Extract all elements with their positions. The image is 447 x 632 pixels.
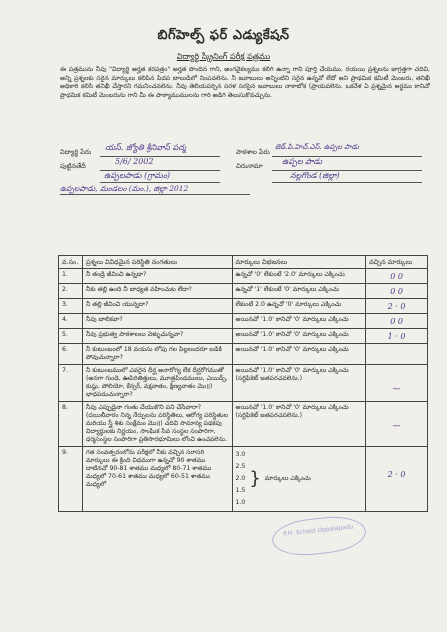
score-dash[interactable]: — [392,384,401,393]
row-question: నీ కుటుంబంలో 18 వయసు లోపు గల పిల్లలందరూ బడికి పోవుచున్నారా? [82,344,232,365]
table-row [59,329,428,344]
school-stamp: P.H. School Uppalapadu [270,513,367,559]
address-value[interactable]: ఉప్పల పాడు [282,157,323,166]
school-name-value[interactable]: జెడ్.పి.హెచ్.ఎస్. ఉప్పల పాడు [275,143,359,151]
row-number: 7. [59,365,83,402]
dob-value[interactable]: 5/6/ 2002 [115,157,154,166]
header-marks-received: వచ్చిన మార్కులు [366,256,428,269]
instructions-paragraph: ఈ పత్రమును నీవు "విద్యార్థి అర్హత కరపత్రం" అర్హత పొందిన గాని, అంగవైకల్యము కలిగి ఉన్నా గాని పూర్తి చేయము, రయయి ప్రశ్నలను జాగ్రత్తగా చదివి, అన్ని ప్రశ్నలకు సరైన మార్కులు కలిపిన పిదప బాలుడిలో నింపవలెను. నీ జవాబులు అన్నింటిని సరైన ఉన్నవో లేదో అని ప్రాథమిక కమిటీ మెంబరు, తనిఖీ అధికారి కలిసి తనిఖీ చేస్తారని గమనించవలెను. నీవు తెలియపర్చిన సరళ సరసైన జవాబులు నాకాబోక (ప్రాయవలెను. ఒకవేళ ఏ ప్రశ్నమైన అర్థము కానిచో ప్రాథమిక కమిటీ మెంబరును గాని మీ ఈ పాఠ్యాముములను గారి అడిగి తెలుసుకొవచ్చును. [60,66,430,99]
row-marks-rule: లేకుంటే 2.0 ఉన్నచో '0' మార్కులు ఎక్కించు [232,299,366,314]
page-subtitle: విద్యార్థి స్క్రీనింగ్ పరీక్ష పత్రము [176,52,271,61]
row-question: నీకు తల్లి ఉంది నీ బాధ్యత వహించుట లేదా? [82,284,232,299]
row-question: నీ కుటుంబములో ఎవరైన దీర్ఘ అనారోగ్య లేక దీర్ఘరోగముతో (అనగా గుండె, ఊపిరితిత్తులు, మూత్రపిండములు, ఎయిడ్స్, కుష్ఠు, పోలియో, కేన్సర్, వక్షవాతం, క్షీణ్యవాతం మొ॥) భాధపడుచున్నారా? [82,365,232,402]
row-score [366,344,428,365]
row-number: 4. [59,314,83,329]
school-name-label: పాఠశాల పేరు [236,148,270,156]
row-marks-rule: అయినచో '1.0' కానిచో '0' మార్కులు ఎక్కించు [232,329,366,344]
row-score [366,269,428,284]
row-question: నీ తల్లి జీవించి యున్నదా? [82,299,232,314]
dob-label: పుట్టినతేదీ [60,162,86,170]
student-name-value[interactable]: యస్. జ్యోతి శ్రీనివాస్ పద్మ [105,143,186,152]
table-row [59,344,428,365]
row-question: నీవు ప్రభుత్వ పాఠశాలలు వెళ్ళుచున్నవా? [82,329,232,344]
row-question: నీవు బాలికవా? [82,314,232,329]
table-header-row [59,256,428,269]
row-score [366,365,428,402]
score-value[interactable]: 0 0 [390,317,403,326]
score-value[interactable]: 2 · 0 [387,302,406,311]
score-dash[interactable]: — [392,421,401,430]
row-question: నీ తండ్రి జీవించి ఉన్నడా? [82,269,232,284]
table-row [59,299,428,314]
row-number: 1. [59,269,83,284]
table-row [59,269,428,284]
row-marks-rule [232,447,366,512]
row-score [366,284,428,299]
screening-questions-table [58,255,428,512]
row-score [366,402,428,447]
page-title: బిగ్‌హెల్ప్ ఫర్ ఎడ్యుకేషన్ [157,28,290,43]
address-line-district[interactable]: నల్లగొండ (జిల్లా) [290,171,340,180]
row-score [366,314,428,329]
row-number: 8. [59,402,83,447]
score-value[interactable]: 0 0 [390,272,403,281]
table-row [59,284,428,299]
header-question: ప్రశ్నలు వివిధమైన పరిస్థితి నంగతులు [82,256,232,269]
row-marks-rule: అయినచో '1.0' కానిచో '0' మార్కులు ఎక్కించు (సర్టిఫికెట్ జతపరచవలెను.) [232,365,366,402]
row-marks-rule-text: మార్కులు ఎక్కించు [264,475,311,482]
row-question: గత సంవత్సరంలోను పరీక్షలో నీకు వచ్చిన సరాసరి మార్కులు ఈ క్రింది విధముగా ఉన్నచో 90 శాతము దాటినచో 90-81 శాతము మధ్యలో 80-71 శాతము మధ్యలో 70-61 శాతము మధ్యలో 60-51 శాతము మధ్యలో [82,447,232,512]
row-marks-rule: అయినచో '1.0' కానిచో '0' మార్కులు ఎక్కించు (సర్టిఫికెట్ జతపరచవలెను.) [232,402,366,447]
header-marks-split: మార్కులు విభజనలు [232,256,366,269]
marks-scale: 3.0 2.5 2.0 1.5 1.0 [235,451,246,506]
row-number: 3. [59,299,83,314]
row-number: 5. [59,329,83,344]
row-marks-rule: ఉన్నచో '1' లేకుంటే '0' మార్కులు ఎక్కించు [232,284,366,299]
score-value[interactable]: 1 · 0 [387,332,406,341]
row-number: 6. [59,344,83,365]
header-serial: వ.సం. [59,256,83,269]
table-row [59,365,428,402]
student-name-label: విద్యార్థి పేరు [60,148,92,156]
row-question: నీవు ఎప్పుడైనా గంతు చేయుకొని పని చేసేవారా? (దయిలీవారం నిన్న నేర్పులను పరిస్థితిలు, ఆరోగ్య పరిస్థితుల మరియు స్త్రీ శిశు సంక్షేమం మొ॥) చదివి సామాన్య పథకపు విద్యార్థులకు నిర్ణయం, సాంఘిక సేవ సంస్థల సంపారిగా, ధర్మసంస్థల సంపారిగా ప్రతిసారభూమిలు లోంచి ఉంచవలెను. [82,402,232,447]
address-line-mandal[interactable]: ఉప్పలపాడు, మండలం (మం.), జిల్లా 2012 [60,184,189,193]
address-label: చిరునామా [236,162,263,170]
score-value[interactable]: 0 0 [390,287,403,296]
row-marks-rule: అయినచో '1.0' కానిచో '0' మార్కులు ఎక్కించు [232,314,366,329]
address-line-village[interactable]: ఉప్పలపాడు (గ్రామం) [104,171,171,180]
row-number: 2. [59,284,83,299]
brace-icon: } [249,468,261,489]
table-row [59,447,428,512]
row-score [366,447,428,512]
table-row [59,402,428,447]
row-score [366,329,428,344]
score-value[interactable]: 2 · 0 [387,470,406,479]
row-score [366,299,428,314]
table-row [59,314,428,329]
row-marks-rule: అయినచో '1.0' కానిచో '0' మార్కులు ఎక్కించు [232,344,366,365]
row-marks-rule: ఉన్నచో '0' లేకుంటే '2.0' మార్కులు ఎక్కించు [232,269,366,284]
row-number: 9. [59,447,83,512]
